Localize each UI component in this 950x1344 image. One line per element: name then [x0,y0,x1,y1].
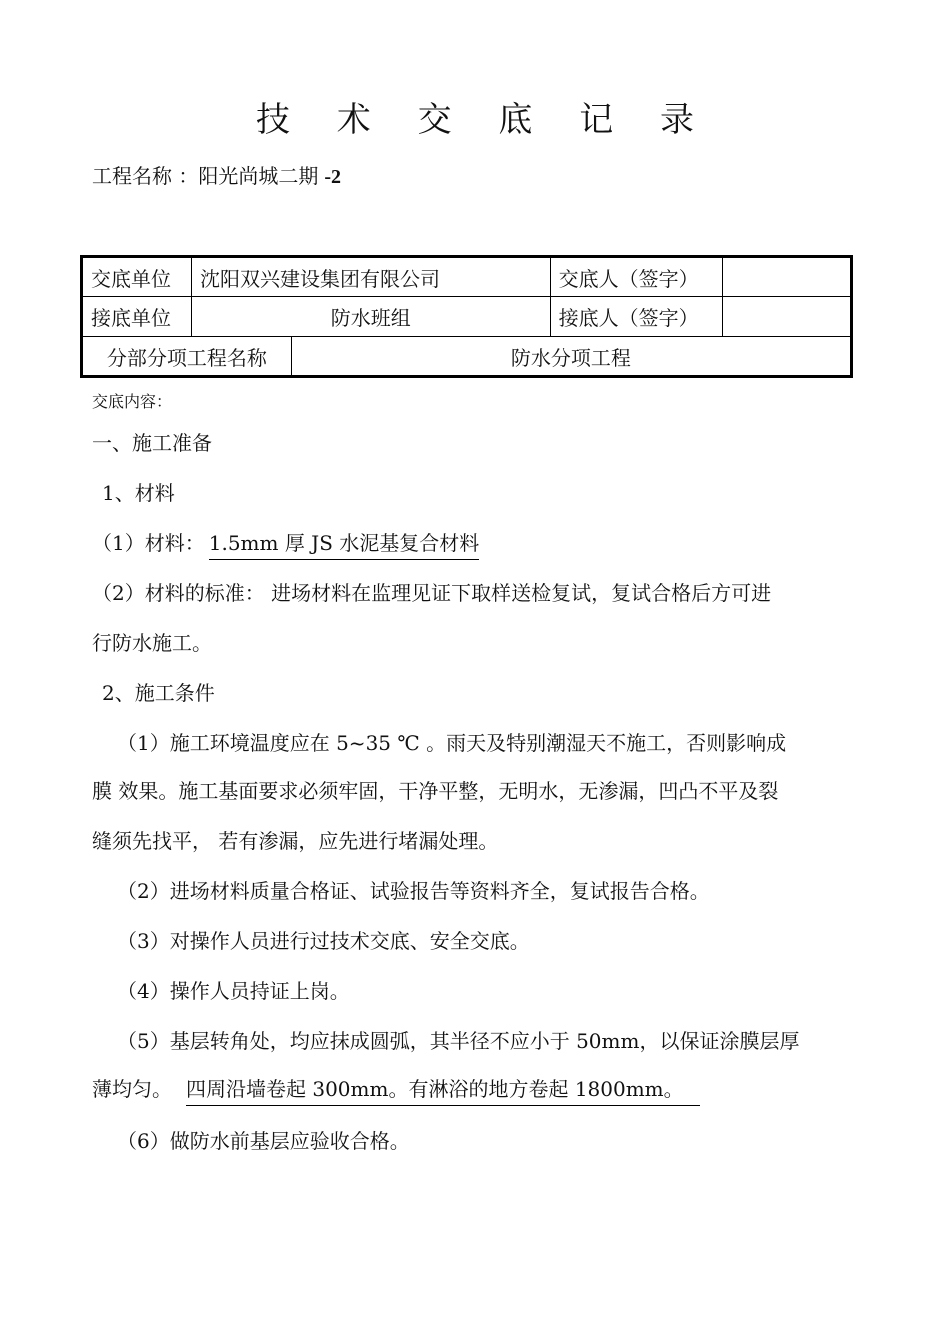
info-table [80,255,853,378]
material-prefix: （1）材料： [92,531,205,555]
paragraph-line [92,1073,700,1102]
paragraph-line: 膜 效果。施工基面要求必须牢固，干净平整，无明水，无渗漏，凹凸不平及裂 [92,779,779,803]
underlined-requirement: 四周沿墙卷起 300mm。有淋浴的地方卷起 1800mm。 [186,1077,700,1106]
handover-signature-field[interactable] [723,257,852,297]
project-name [92,160,341,189]
project-name-label: 工程名称 ：阳光尚城二期 [92,164,319,188]
subsection-heading: 2、施工条件 [102,681,215,705]
section-heading: 一、施工准备 [92,431,212,455]
handover-unit-value: 沈阳双兴建设集团有限公司 [191,257,550,297]
paragraph-line: （1）施工环境温度应在 5~35 ℃ 。雨天及特别潮湿天不施工，否则影响成 [117,731,787,755]
paragraph-line: （2）进场材料质量合格证、试验报告等资料齐全，复试报告合格。 [117,879,710,903]
page-title: 技 术 交 底 记 录 [255,100,713,140]
content-label: 交底内容： [92,392,173,411]
paragraph-line: （6）做防水前基层应验收合格。 [117,1129,410,1153]
table-row [82,337,852,377]
project-item-label: 分部分项工程名称 [82,337,292,377]
table-row [82,297,852,337]
paragraph-line: 缝须先找平， 若有渗漏，应先进行堵漏处理。 [92,829,499,853]
material-value: 1.5mm 厚 JS 水泥基复合材料 [209,531,480,560]
handover-person-label: 交底人（签字） [550,257,723,297]
receiving-unit-label: 接底单位 [82,297,192,337]
paragraph-line: （4）操作人员持证上岗。 [117,979,350,1003]
paragraph-line: （2）材料的标准： 进场材料在监理见证下取样送检复试，复试合格后方可进 [92,581,772,605]
project-item-value: 防水分项工程 [291,337,851,377]
project-name-suffix: -2 [324,166,342,188]
paragraph-line: （5）基层转角处，均应抹成圆弧，其半径不应小于 50mm，以保证涂膜层厚 [117,1029,800,1053]
receiving-unit-value: 防水班组 [191,297,550,337]
material-line [92,527,479,556]
subsection-heading: 1、材料 [102,481,175,505]
handover-unit-label: 交底单位 [82,257,192,297]
paragraph-line: （3）对操作人员进行过技术交底、安全交底。 [117,929,530,953]
paragraph-line: 行防水施工。 [92,631,212,655]
table-row [82,257,852,297]
receiving-signature-field[interactable] [723,297,852,337]
paragraph-prefix: 薄均匀。 [92,1077,172,1101]
receiving-person-label: 接底人（签字） [550,297,723,337]
